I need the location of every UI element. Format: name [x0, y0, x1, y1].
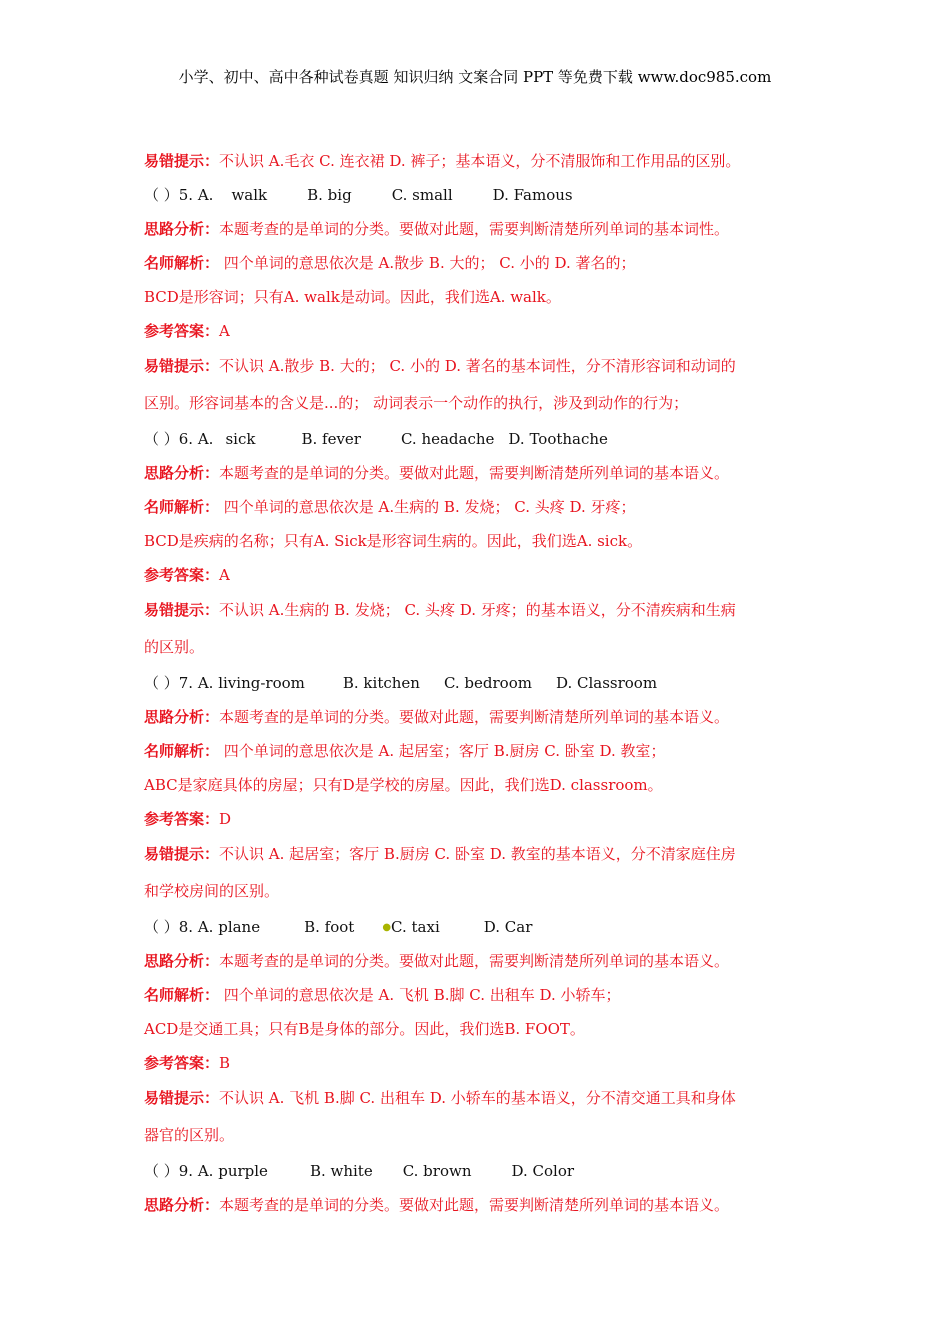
question-6: （ ）6. A. sick B. fever C. headache D. Toothache: [144, 430, 608, 448]
analysis-line: 思路分析：本题考查的是单词的分类。要做对此题，需要判断清楚所列单词的基本语义。: [144, 708, 730, 726]
tip-line: 易错提示：不认识 A.毛衣 C. 连衣裙 D. 裤子；基本语义，分不清服饰和工作用品的区别。: [144, 152, 741, 170]
answer-line: 参考答案：A: [144, 566, 230, 584]
note-line: BCD是形容词；只有A. walk是动词。因此，我们选A. walk。: [144, 288, 561, 306]
page-header: 小学、初中、高中各种试卷真题 知识归纳 文案合同 PPT 等免费下载 www.doc985.com: [178, 68, 772, 86]
dot-mark: ●: [382, 922, 392, 933]
analysis-line: 思路分析：本题考查的是单词的分类。要做对此题，需要判断清楚所列单词的基本词性。: [144, 220, 730, 238]
tip-line: 易错提示：不认识 A.生病的 B. 发烧； C. 头疼 D. 牙疼；的基本语义，分不清疾病和生病: [144, 601, 736, 619]
note-line: ACD是交通工具；只有B是身体的部分。因此，我们选B. FOOT。: [144, 1020, 585, 1038]
document-body: [144, 144, 814, 1222]
answer-line: 参考答案：B: [144, 1054, 231, 1072]
tip-line-cont: 区别。形容词基本的含义是...的； 动词表示一个动作的执行，涉及到动作的行为；: [144, 394, 689, 412]
answer-line: 参考答案：D: [144, 810, 232, 828]
analysis-line: 思路分析：本题考查的是单词的分类。要做对此题，需要判断清楚所列单词的基本语义。: [144, 1196, 730, 1214]
tip-line-cont: 和学校房间的区别。: [144, 882, 280, 900]
tip-line: 易错提示：不认识 A. 飞机 B.脚 C. 出租车 D. 小轿车的基本语义，分不清交通工具和身体: [144, 1089, 736, 1107]
note-line: ABC是家庭具体的房屋；只有D是学校的房屋。因此，我们选D. classroom。: [144, 776, 663, 794]
teacher-line: 名师解析： 四个单词的意思依次是 A. 起居室；客厅 B.厨房 C. 卧室 D. 教室；: [144, 742, 666, 760]
question-8: （ ）8. A. plane B. foot ●C. taxi D. Car: [144, 918, 533, 936]
tip-line-cont: 器官的区别。: [144, 1126, 235, 1144]
question-7: （ ）7. A. living-room B. kitchen C. bedroom D. Classroom: [144, 674, 658, 692]
analysis-line: 思路分析：本题考查的是单词的分类。要做对此题，需要判断清楚所列单词的基本语义。: [144, 952, 730, 970]
question-5: （ ）5. A. walk B. big C. small D. Famous: [144, 186, 573, 204]
question-9: （ ）9. A. purple B. white C. brown D. Color: [144, 1162, 575, 1180]
analysis-line: 思路分析：本题考查的是单词的分类。要做对此题，需要判断清楚所列单词的基本语义。: [144, 464, 730, 482]
teacher-line: 名师解析： 四个单词的意思依次是 A.散步 B. 大的； C. 小的 D. 著名的；: [144, 254, 636, 272]
note-line: BCD是疾病的名称；只有A. Sick是形容词生病的。因此，我们选A. sick。: [144, 532, 643, 550]
tip-line: 易错提示：不认识 A.散步 B. 大的； C. 小的 D. 著名的基本词性，分不清形容词和动词的: [144, 357, 736, 375]
answer-line: 参考答案：A: [144, 322, 230, 340]
teacher-line: 名师解析： 四个单词的意思依次是 A.生病的 B. 发烧； C. 头疼 D. 牙疼；: [144, 498, 636, 516]
teacher-line: 名师解析： 四个单词的意思依次是 A. 飞机 B.脚 C. 出租车 D. 小轿车；: [144, 986, 621, 1004]
tip-line: 易错提示：不认识 A. 起居室；客厅 B.厨房 C. 卧室 D. 教室的基本语义，分不清家庭住房: [144, 845, 736, 863]
tip-line-cont: 的区别。: [144, 638, 205, 656]
